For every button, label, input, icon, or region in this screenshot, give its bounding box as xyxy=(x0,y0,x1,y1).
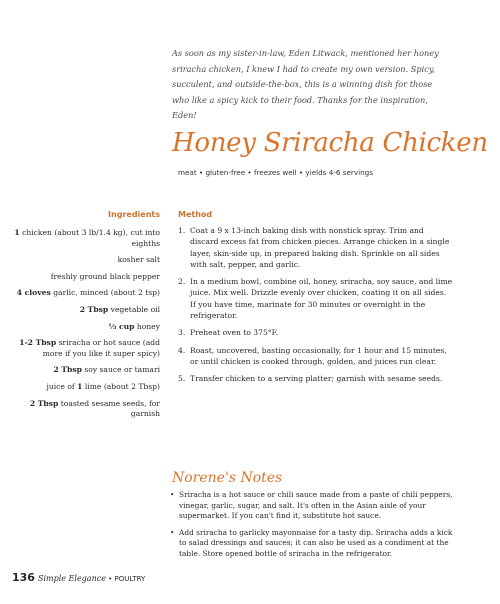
page-footer xyxy=(12,566,145,585)
book-title: Simple Elegance xyxy=(37,574,106,583)
recipe-tags: meat • gluten-free • freezes well • yields 4-6 servings xyxy=(178,168,373,177)
method-step: 4. Roast, uncovered, basting occasionally, for 1 hour and 15 minutes, or until chicken is cooked through, golden, and juices run clear. xyxy=(178,345,447,366)
method-steps xyxy=(178,225,453,391)
method-step: 1. Coat a 9 x 13-inch baking dish with nonstick spray. Trim and discard excess fat from chicken pieces. Arrange chicken in a single layer, skin-side up, in prepared baking dish. Sprinkle on all sides with salt, pepper, and garlic. xyxy=(178,226,450,269)
ingredient-item: 2 Tbsp toasted sesame seeds, for garnish xyxy=(29,398,160,419)
ingredients-heading: Ingredients xyxy=(108,210,160,219)
notes-list xyxy=(170,490,460,566)
bullet-icon: • xyxy=(170,490,175,499)
bullet-icon: • xyxy=(170,527,175,537)
footer-separator: • xyxy=(105,575,115,583)
ingredient-item: 1 chicken (about 3 lb/1.4 kg), cut into eighths xyxy=(14,228,160,248)
section-name: POULTRY xyxy=(114,575,146,583)
method-step: 2. In a medium bowl, combine oil, honey, sriracha, soy sauce, and lime juice. Mix well. Drizzle evenly over chicken, coating it on all sides. If you have time, marinate for 30 minutes or overnight in the refrigerator. xyxy=(178,277,453,321)
recipe-title: Honey Sriracha Chicken xyxy=(172,128,488,158)
method-step: 5. Transfer chicken to a serving platter; garnish with sesame seeds. xyxy=(178,374,443,384)
ingredient-item: freshly ground black pepper xyxy=(50,271,160,281)
note-item: • Add sriracha to garlicky mayonnaise for a tasty dip. Sriracha adds a kick to salad dressings and sauces; it can also be used as a condiment at the table. Store opened bottle of sriracha in the refrigerator. xyxy=(170,527,453,558)
ingredient-item: ⅓ cup honey xyxy=(108,321,160,331)
note-item: • Sriracha is a hot sauce or chili sauce made from a paste of chili peppers, vinegar, garlic, sugar, and salt. It's often in the Asian aisle of your supermarket. If you can't find it, substitute hot sauce. xyxy=(170,490,453,521)
intro-paragraph: As soon as my sister-in-law, Eden Litwack, mentioned her honey sriracha chicken, I knew I had to create my own version. Spicy, succulent, and outside-the-box, this is a winning dish for those who like a spicy kick to their food. Thanks for the inspiration, Eden! xyxy=(172,48,439,121)
page-number: 136 xyxy=(12,571,35,584)
method-step: 3. Preheat oven to 375°F. xyxy=(178,328,279,338)
ingredient-item: 4 cloves garlic, minced (about 2 tsp) xyxy=(16,288,160,298)
ingredient-item: 1-2 Tbsp sriracha or hot sauce (add more if you like it super spicy) xyxy=(19,338,160,358)
ingredient-item: kosher salt xyxy=(117,255,160,265)
method-heading: Method xyxy=(178,210,213,219)
ingredient-item: 2 Tbsp vegetable oil xyxy=(79,304,160,314)
ingredient-item: juice of 1 lime (about 2 Tbsp) xyxy=(46,381,160,391)
notes-heading: Norene's Notes xyxy=(172,470,283,486)
ingredient-item: 2 Tbsp soy sauce or tamari xyxy=(53,365,160,375)
ingredients-list xyxy=(12,228,160,426)
